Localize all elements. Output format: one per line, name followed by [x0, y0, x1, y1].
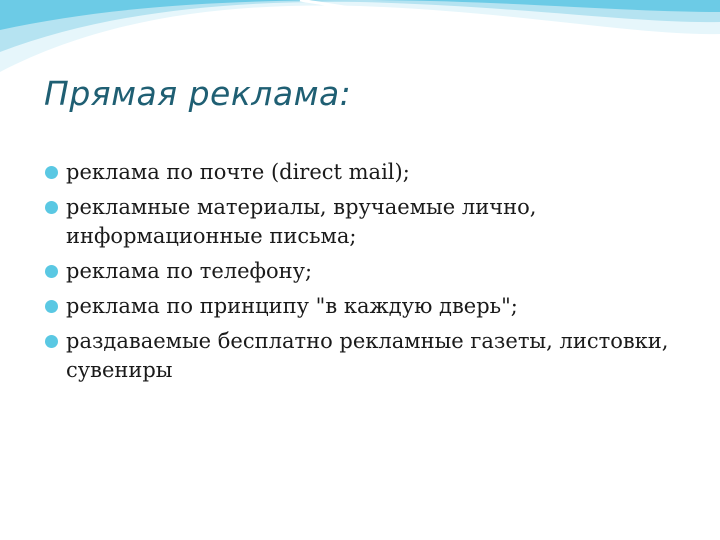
list-item — [44, 257, 684, 286]
slide-title: Прямая реклама: — [44, 74, 352, 113]
bullet-icon — [45, 335, 58, 348]
bullet-text: раздаваемые бесплатно рекламные газеты, листовки, сувениры — [66, 329, 669, 382]
bullet-icon — [45, 166, 58, 179]
bullet-text: рекламные материалы, вручаемые лично, информационные письма; — [66, 195, 537, 248]
bullet-list — [44, 158, 684, 391]
bullet-icon — [45, 201, 58, 214]
bullet-text: реклама по принципу "в каждую дверь"; — [66, 294, 518, 318]
list-item — [44, 193, 684, 251]
list-item — [44, 327, 684, 385]
bullet-text: реклама по почте (direct mail); — [66, 160, 410, 184]
bullet-text: реклама по телефону; — [66, 259, 313, 283]
bullet-icon — [45, 265, 58, 278]
list-item — [44, 292, 684, 321]
list-item — [44, 158, 684, 187]
bullet-icon — [45, 300, 58, 313]
